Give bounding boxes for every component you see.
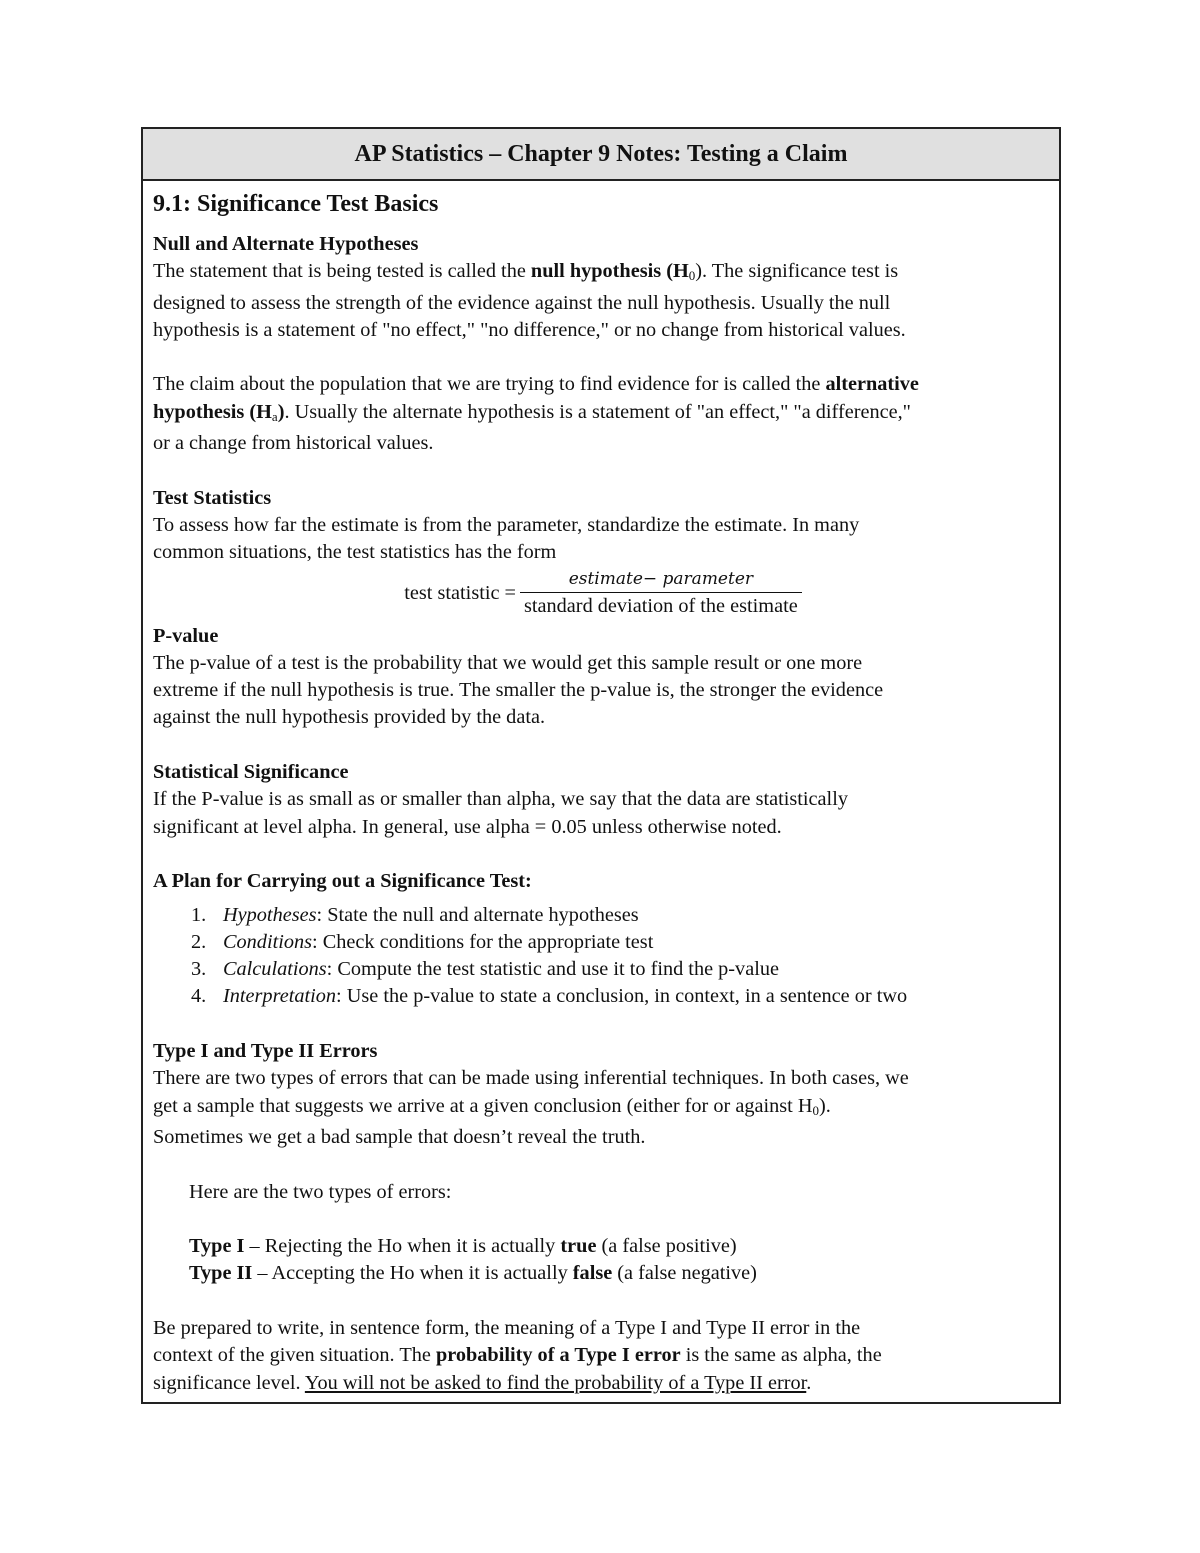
paragraph-block xyxy=(153,1011,1049,1179)
text-line xyxy=(153,677,1049,704)
text-run: There are two types of errors that can be made using inferential techniques. In both cases, we xyxy=(153,1067,909,1090)
text-line xyxy=(153,759,1049,786)
paragraph-block xyxy=(153,623,1049,896)
text-line xyxy=(153,1065,1049,1092)
blank-line xyxy=(153,457,1049,484)
text-run: : Check conditions for the appropriate test xyxy=(312,930,654,953)
notes-frame xyxy=(141,127,1061,1404)
text-line xyxy=(153,704,1049,731)
text-line xyxy=(153,399,1049,430)
paragraph-block xyxy=(153,231,1049,567)
text-run: . xyxy=(806,1371,812,1394)
paragraph-block xyxy=(153,1315,1049,1397)
formula-denominator: standard deviation of the estimate xyxy=(524,595,798,618)
notes-content xyxy=(143,181,1059,1397)
text-line xyxy=(153,512,1049,539)
text-line xyxy=(153,539,1049,566)
list-number: 4. xyxy=(191,985,207,1008)
text-run: Type I xyxy=(189,1235,245,1258)
blank-line xyxy=(153,1011,1049,1038)
text-run: designed to assess the strength of the evidence against the null hypothesis. Usually the null xyxy=(153,291,891,314)
text-run: Type II xyxy=(189,1262,253,1285)
text-run: extreme if the null hypothesis is true. The smaller the p-value is, the stronger the evidence xyxy=(153,679,884,702)
text-run: Be prepared to write, in sentence form, the meaning of a Type I and Type II error in the xyxy=(153,1316,861,1339)
text-line xyxy=(153,1038,1049,1065)
text-run: : Use the p-value to state a conclusion, in context, in a sentence or two xyxy=(336,985,908,1008)
list-item xyxy=(191,929,1049,956)
text-line xyxy=(153,1342,1049,1369)
text-run: or a change from historical values. xyxy=(153,432,434,455)
formula-fraction xyxy=(524,568,798,619)
text-run: get a sample that suggests we arrive at a given conclusion (either for or against H xyxy=(153,1094,813,1117)
text-run: : State the null and alternate hypotheses xyxy=(316,903,639,926)
list-number: 2. xyxy=(191,930,207,953)
text-run: P-value xyxy=(153,624,219,647)
text-run: against the null hypothesis provided by the data. xyxy=(153,706,546,729)
text-run: is the same as alpha, the xyxy=(680,1344,882,1367)
text-run: Calculations xyxy=(223,958,327,981)
list-item xyxy=(191,983,1049,1010)
paragraph-block xyxy=(153,1179,1049,1315)
text-line xyxy=(153,371,1049,398)
text-run: hypothesis (H xyxy=(153,400,272,423)
text-run: common situations, the test statistics has the form xyxy=(153,541,557,564)
text-run: false xyxy=(572,1262,613,1285)
text-run: significant at level alpha. In general, use alpha = 0.05 unless otherwise noted. xyxy=(153,815,782,838)
blank-line xyxy=(189,1288,1049,1315)
text-run: (H xyxy=(661,260,689,283)
text-run: ) xyxy=(277,400,285,423)
text-line xyxy=(153,1370,1049,1397)
list-item xyxy=(191,956,1049,983)
text-run: (a false negative) xyxy=(612,1262,757,1285)
text-run: (a false positive) xyxy=(596,1235,737,1258)
text-run: ). The significance test is xyxy=(695,260,899,283)
text-run: Statistical Significance xyxy=(153,761,349,784)
text-run: ). xyxy=(819,1094,831,1117)
text-line xyxy=(153,430,1049,457)
text-run: Hypotheses xyxy=(223,903,317,926)
text-run: null hypothesis xyxy=(530,260,662,283)
blank-line xyxy=(153,732,1049,759)
text-run: 0 xyxy=(812,1102,819,1118)
text-run: – Rejecting the Ho when it is actually xyxy=(244,1235,561,1258)
text-run: The claim about the population that we are trying to find evidence for is called the xyxy=(153,373,826,396)
text-run: Null and Alternate Hypotheses xyxy=(153,233,419,255)
text-line xyxy=(153,868,1049,895)
list-item xyxy=(191,902,1049,929)
text-line xyxy=(189,1233,1049,1260)
formula-numerator: estimate− parameter xyxy=(520,568,802,593)
text-run: Test Statistics xyxy=(153,486,272,509)
text-line xyxy=(153,290,1049,317)
list-item-text xyxy=(223,983,907,1010)
text-line xyxy=(223,956,779,983)
page-title: AP Statistics – Chapter 9 Notes: Testing a Claim xyxy=(143,129,1059,181)
text-run: alternative xyxy=(825,373,919,396)
text-run: context of the given situation. The xyxy=(153,1344,436,1367)
text-run: significance level. xyxy=(153,1371,305,1394)
text-run: Type I and Type II Errors xyxy=(153,1040,378,1063)
list-item-text xyxy=(223,956,779,983)
section-heading: 9.1: Significance Test Basics xyxy=(153,191,439,217)
text-run: A Plan for Carrying out a Significance Test: xyxy=(153,870,532,893)
list-item-text xyxy=(223,902,639,929)
text-line xyxy=(153,1315,1049,1342)
list-number: 1. xyxy=(191,903,207,926)
text-line xyxy=(153,317,1049,344)
text-line xyxy=(189,1260,1049,1287)
list-item-text xyxy=(223,929,653,956)
formula-lhs: test statistic = xyxy=(404,581,516,604)
text-line xyxy=(153,650,1049,677)
blank-line xyxy=(153,841,1049,868)
text-line xyxy=(153,623,1049,650)
text-run: a xyxy=(271,408,278,424)
text-run: If the P-value is as small as or smaller than alpha, we say that the data are statistically xyxy=(153,788,848,811)
blank-line xyxy=(153,1151,1049,1178)
numbered-list xyxy=(153,902,1049,1011)
text-run: You will not be asked to find the probability of a Type II error xyxy=(304,1371,807,1394)
text-run: true xyxy=(560,1235,597,1258)
text-run: : Compute the test statistic and use it to find the p-value xyxy=(326,958,779,981)
text-run: Here are the two types of errors: xyxy=(189,1180,452,1203)
text-run: To assess how far the estimate is from the parameter, standardize the estimate. In many xyxy=(153,513,860,536)
text-run: – Accepting the Ho when it is actually xyxy=(252,1262,573,1285)
text-run: The statement that is being tested is called the xyxy=(153,260,531,283)
text-run: 0 xyxy=(688,268,696,284)
text-line xyxy=(153,485,1049,512)
list-number: 3. xyxy=(191,958,207,981)
text-run: Interpretation xyxy=(223,985,337,1008)
blank-line xyxy=(189,1206,1049,1233)
test-statistic-formula xyxy=(153,565,1049,623)
text-line xyxy=(223,902,639,929)
text-run: probability of a Type I error xyxy=(435,1344,681,1367)
text-line xyxy=(153,1124,1049,1151)
blank-line xyxy=(153,344,1049,371)
text-line xyxy=(153,231,1049,258)
text-run: Conditions xyxy=(223,930,313,953)
text-run: . Usually the alternate hypothesis is a statement of "an effect," "a difference," xyxy=(284,400,911,423)
text-run: hypothesis is a statement of "no effect," "no difference," or no change from historical values. xyxy=(153,318,906,341)
text-run: Sometimes we get a bad sample that doesn’t reveal the truth. xyxy=(153,1125,646,1148)
text-run: The p-value of a test is the probability that we would get this sample result or one more xyxy=(153,651,863,674)
text-line xyxy=(153,1093,1049,1124)
text-line xyxy=(189,1179,1049,1206)
text-line xyxy=(153,786,1049,813)
text-line xyxy=(153,814,1049,841)
text-line xyxy=(223,983,907,1010)
text-line xyxy=(223,929,653,956)
text-line xyxy=(153,258,1049,289)
